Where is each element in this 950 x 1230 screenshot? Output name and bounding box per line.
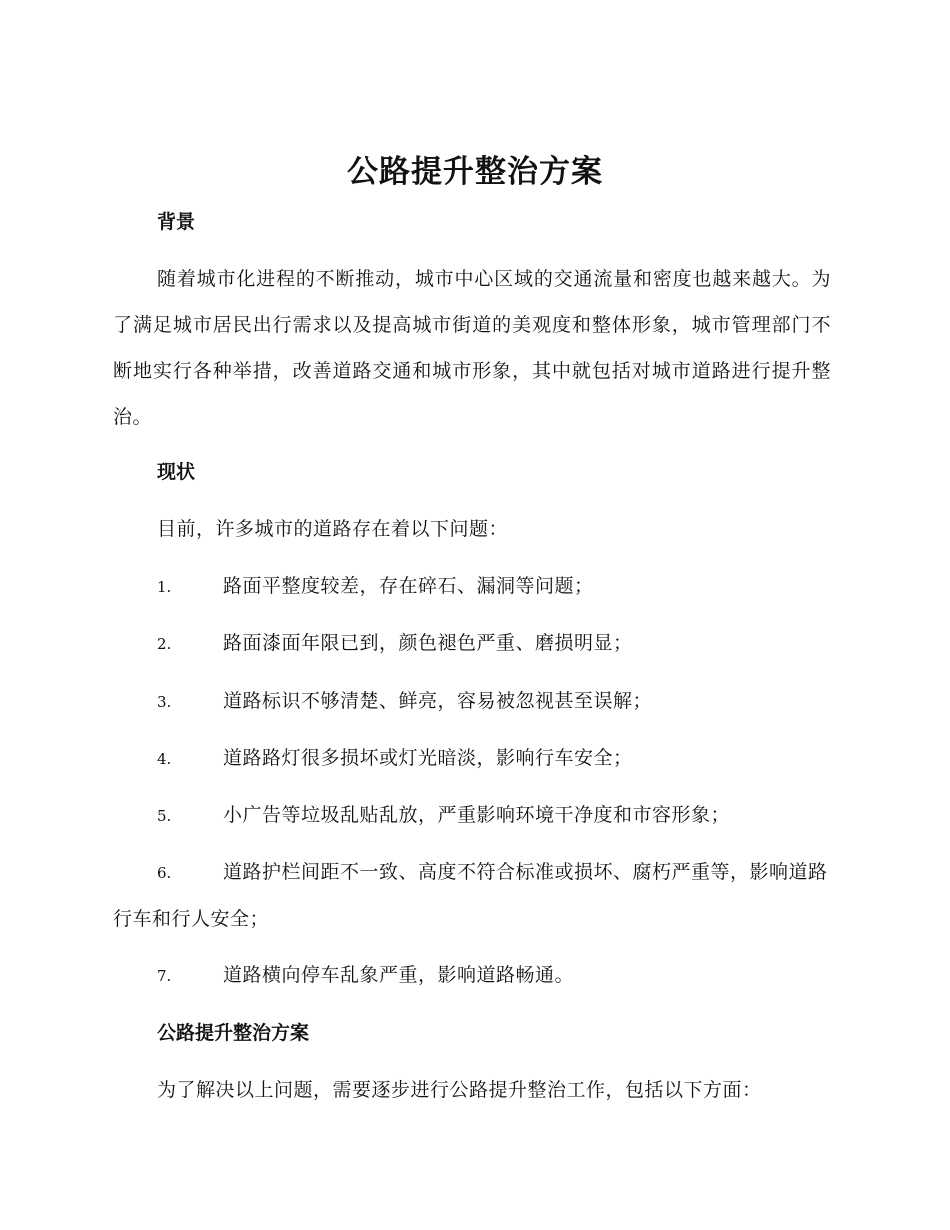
list-item-number: 6. (157, 864, 172, 882)
list-item (113, 952, 831, 999)
list-item-number: 5. (157, 807, 172, 825)
list-item-text: 道路标识不够清楚、鲜亮，容易被忽视甚至误解； (223, 690, 653, 712)
list-item-number: 7. (157, 967, 172, 985)
section-heading-background: 背景 (157, 211, 196, 233)
list-item-text: 路面漆面年限已到，颜色褪色严重、磨损明显； (223, 632, 633, 654)
list-item-text: 道路护栏间距不一致、高度不符合标准或损坏、腐朽严重等，影响道路行车和行人安全； (113, 861, 828, 930)
list-item-text: 路面平整度较差，存在碎石、漏洞等问题； (223, 575, 594, 597)
list-item (113, 620, 831, 667)
section-heading-plan: 公路提升整治方案 (157, 1022, 310, 1044)
list-item-number: 4. (157, 750, 172, 768)
list-item (113, 678, 831, 725)
list-item-text: 道路横向停车乱象严重，影响道路畅通。 (223, 964, 575, 986)
list-item (113, 792, 831, 839)
list-item (113, 563, 831, 610)
status-intro: 目前，许多城市的道路存在着以下问题： (157, 518, 509, 540)
list-item (113, 735, 831, 782)
list-item-number: 3. (157, 693, 172, 711)
background-paragraph: 随着城市化进程的不断推动，城市中心区域的交通流量和密度也越来越大。为了满足城市居民出行需求以及提高城市街道的美观度和整体形象，城市管理部门不断地实行各种举措，改善道路交通和城市形象，其中就包括对城市道路进行提升整治。 (113, 268, 831, 428)
list-item (113, 849, 831, 942)
plan-intro: 为了解决以上问题，需要逐步进行公路提升整治工作，包括以下方面： (157, 1079, 762, 1101)
list-item-number: 2. (157, 635, 172, 653)
list-item-number: 1. (157, 578, 172, 596)
section-heading-status: 现状 (157, 461, 196, 483)
list-item-text: 道路路灯很多损坏或灯光暗淡，影响行车安全； (223, 747, 633, 769)
list-item-text: 小广告等垃圾乱贴乱放，严重影响环境干净度和市容形象； (223, 804, 731, 826)
document-title: 公路提升整治方案 (347, 154, 603, 190)
